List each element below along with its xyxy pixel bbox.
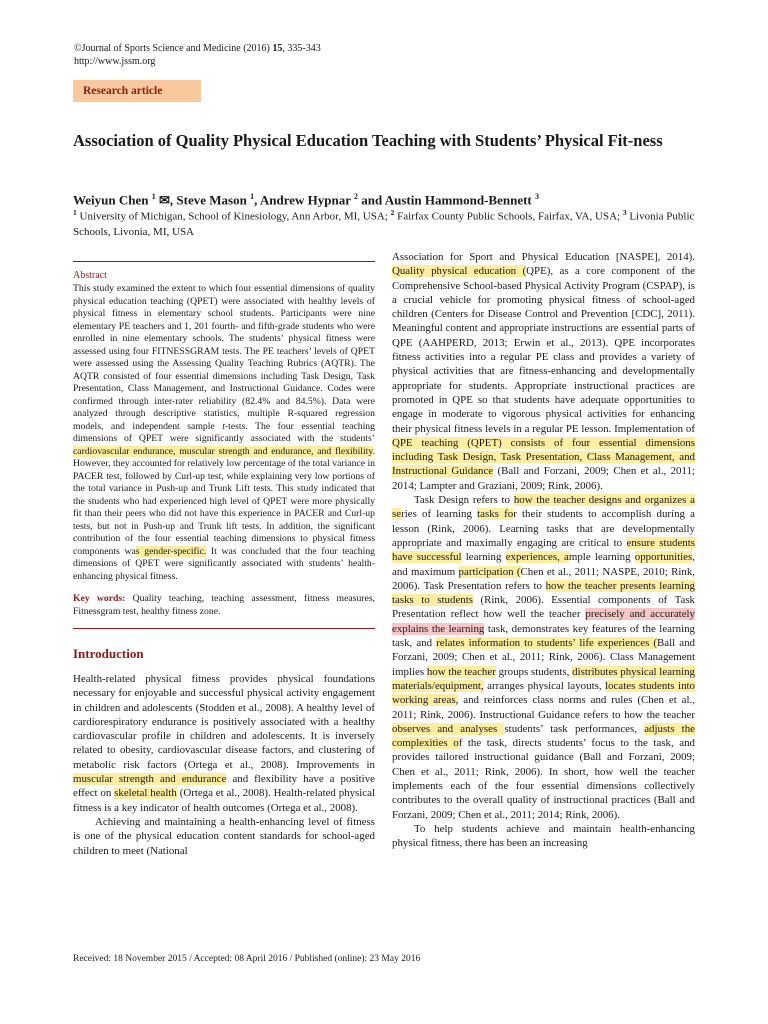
author-affil-sup: 2 [354, 192, 359, 201]
highlight: Quality physical education ( [392, 265, 527, 278]
highlight: skeletal health [114, 787, 177, 800]
section-heading-introduction: Introduction [73, 646, 144, 661]
journal-volume: 15 [272, 43, 283, 54]
body-paragraph: Association for Sport and Physical Education [NASPE], 2014). Quality physical education (QPE), as a core component of the Comprehensive School-based Physical Activity Program (CSPAP), is a crucial vehicle for promoting physical fitness of school-aged children (Centers for Disease Control and Prevention [CDC], 2011). Meaningful content and appropriate instructions are essential parts of QPE (AAHPERD, 2013; Erwin et al., 2013). QPE incorporates fitness activities into a regular PE class and provides a variety of physical activities that are fitness-enhancing and developmentally appropriate for students. Appropriate instructional practices are promoted in QPE so that students have adequate opportunities to engage in moderate to vigorous physical activities for enhancing their physical fitness levels in a regular PE lesson. Implementation of QPE teaching (QPET) consists of four essential dimensions including Task Design, Task Presentation, Class Management, and Instructional Guidance (Ball and Forzani, 2009; Chen et al., 2011; 2014; Lampter and Graziani, 2009; Rink, 2006). [392, 251, 695, 492]
highlight: how the teacher designs and organizes a se [392, 494, 695, 521]
highlight: adjusts the complexities o [392, 722, 695, 750]
intro-paragraph: Health-related physical fitness provides physical foundations necessary for enjoyable and successful physical activity engagement in children and adolescents (Stodden et al., 2008). A healthy level of cardiorespiratory endurance is positively associated with a healthy cardiovascular profile in children and adolescents. It is inversely related to obesity, cardiovascular disease factors, and clustering of metabolic risk factors (Ortega et al., 2008). Improvements in muscular strength and endurance and flexibility have a positive effect on skeletal health (Ortega et al., 2008). Health-related physical fitness is a key indicator of health outcomes (Ortega et al., 2008). [73, 673, 376, 814]
affil-text: University of Michigan, School of Kinesiology, Ann Arbor, MI, USA; [76, 210, 391, 223]
affil-sup: 1 [73, 208, 77, 217]
journal-url[interactable]: http://www.jssm.org [74, 56, 156, 67]
highlight: cardiovascular endurance, muscular strength and endurance, and flexibility [73, 445, 373, 457]
author-name: , Steve Mason [169, 192, 251, 208]
author-name: Weiyun Chen [73, 192, 152, 208]
highlight: s gender-specific. [135, 545, 207, 557]
highlight: participation ( [458, 565, 521, 578]
abstract-bottom-rule [73, 628, 375, 629]
article-type-badge: Research article [73, 80, 201, 102]
journal-name: ©Journal of Sports Science and Medicine (2016) [74, 43, 273, 54]
keywords [73, 593, 375, 618]
author-affil-sup: 1 [151, 192, 156, 201]
affil-sup: 2 [390, 208, 395, 217]
highlight-red: precisely and accurately explains the learning [392, 608, 695, 635]
abstract-heading: Abstract [73, 270, 107, 281]
right-column [392, 250, 695, 850]
author-name: and Austin Hammond-Bennett [358, 192, 535, 208]
highlight: how the teacher [426, 665, 496, 678]
highlight: tasks fo [477, 508, 514, 521]
affil-text: Livonia Public Schools, Livonia, MI, USA [73, 210, 695, 238]
keywords-text: Quality teaching, teaching assessment, fitness measures, Fitnessgram test, healthy fitness zone. [73, 593, 376, 617]
highlight: how the teacher presents learning tasks to students [392, 579, 695, 607]
left-column [73, 261, 375, 858]
email-icon[interactable]: ✉ [155, 192, 170, 208]
abstract-top-rule [73, 261, 375, 262]
affil-sup: 3 [622, 208, 627, 217]
keywords-label: Key words: [73, 593, 126, 604]
journal-citation [74, 42, 321, 68]
journal-pages: , 335-343 [282, 43, 321, 54]
author-affil-sup: 3 [535, 192, 539, 201]
author-affil-sup: 1 [250, 192, 255, 201]
affiliations [73, 205, 703, 240]
highlight: ensure students have successful [392, 536, 696, 564]
highlight: relates information to students’ life experiences ( [436, 637, 658, 650]
highlight: experiences, a [505, 551, 569, 564]
highlight: muscular strength and endurance [73, 773, 227, 786]
highlight: opportunities [634, 551, 693, 564]
body-paragraph: To help students achieve and maintain health-enhancing physical fitness, there has been an increasing [392, 822, 695, 850]
abstract-text: This study examined the extent to which four essential dimensions of quality physical education teaching (QPET) were associated with healthy levels of physical fitness in elementary school students. Participants were nine elementary PE teachers and 1, 201 fourth- and fifth-grade students who were enrolled in nine elementary schools. The students’ physical fitness were assessed using four FITNESSGRAM tests. The PE teachers’ levels of QPET were assessed using the Assessing Quality Teaching Rubrics (AQTR). The AQTR consisted of four essential dimensions including Task Design, Task Presentation, Class Management, and Instructional Guidance. Codes were confirmed through inter-rater reliability (82.4% and 84.5%). Data were analyzed through descriptive statistics, multiple R-squared regression models, and independent sample t-tests. The four essential teaching dimensions of QPET were significantly associated with the students’ cardiovascular endurance, muscular strength and endurance, and flexibility. However, they accounted for relatively low percentage of the total variance in PACER test, followed by Curl-up test, while explaining very low portions of the total variance in Push-up and Trunk Lift tests. This study indicated that the students who had experienced high level of QPET were more physically fit than their peers who did not have this experience in PACER and Curl-up tests, but not in Push-up and Trunk lift tests. In addition, the significant contribution of the four essential teaching dimensions to physical fitness components was gender-specific. It was concluded that the four teaching dimensions of QPET were significantly associated with students’ health-enhancing physical fitness. [73, 283, 376, 582]
highlight: distributes physical learning materials/equipment, [392, 665, 695, 692]
publication-dates: Received: 18 November 2015 / Accepted: 08 April 2016 / Published (online): 23 May 2016 [73, 954, 421, 964]
paper-title: Association of Quality Physical Education Teaching with Students’ Physical Fit-ness [73, 131, 663, 150]
highlight: observes and analyses [392, 722, 505, 735]
affil-text: Fairfax County Public Schools, Fairfax, VA, USA; [394, 210, 623, 223]
highlight: locates students into working areas, [392, 679, 695, 707]
author-name: , Andrew Hypnar [254, 192, 355, 208]
intro-paragraph: Achieving and maintaining a health-enhancing level of fitness is one of the physical education content standards for school-aged children to meet (National [73, 815, 375, 857]
highlight: QPE teaching (QPET) consists of four essential dimensions including Task Design, Task Presentation, Class Management, and Instructional Guidance [392, 436, 695, 478]
body-paragraph: Task Design refers to how the teacher designs and organizes a series of learning tasks for their students to accomplish during a lesson (Rink, 2006). Learning tasks that are developmentally appropriate and maximally engaging are critical to ensure students have successful learning experiences, ample learning opportunities, and maximum participation (Chen et al., 2011; NASPE, 2010; Rink, 2006). Task Presentation refers to how the teacher presents learning tasks to students (Rink, 2006). Essential components of Task Presentation reflect how well the teacher precisely and accurately explains the learning task, demonstrates key features of the learning task, and relates information to students’ life experiences (Ball and Forzani, 2009; Chen et al., 2011; Rink, 2006). Class Management implies how the teacher groups students, distributes physical learning materials/equipment, arranges physical layouts, locates students into working areas, and reinforces class norms and rules (Chen et al., 2011; Rink, 2006). Instructional Guidance refers to how the teacher observes and analyses students’ task performances, adjusts the complexities of the task, directs students’ focus to the task, and provides tailored instructional guidance (Ball and Forzani, 2009; Chen et al., 2011; Rink, 2006). In short, how well the teacher implements each of the four essential dimensions collectively contributes to the overall quality of instructional practices (Ball and Forzani, 2009; Chen et al., 2011; 2014; Rink, 2006). [392, 494, 696, 821]
